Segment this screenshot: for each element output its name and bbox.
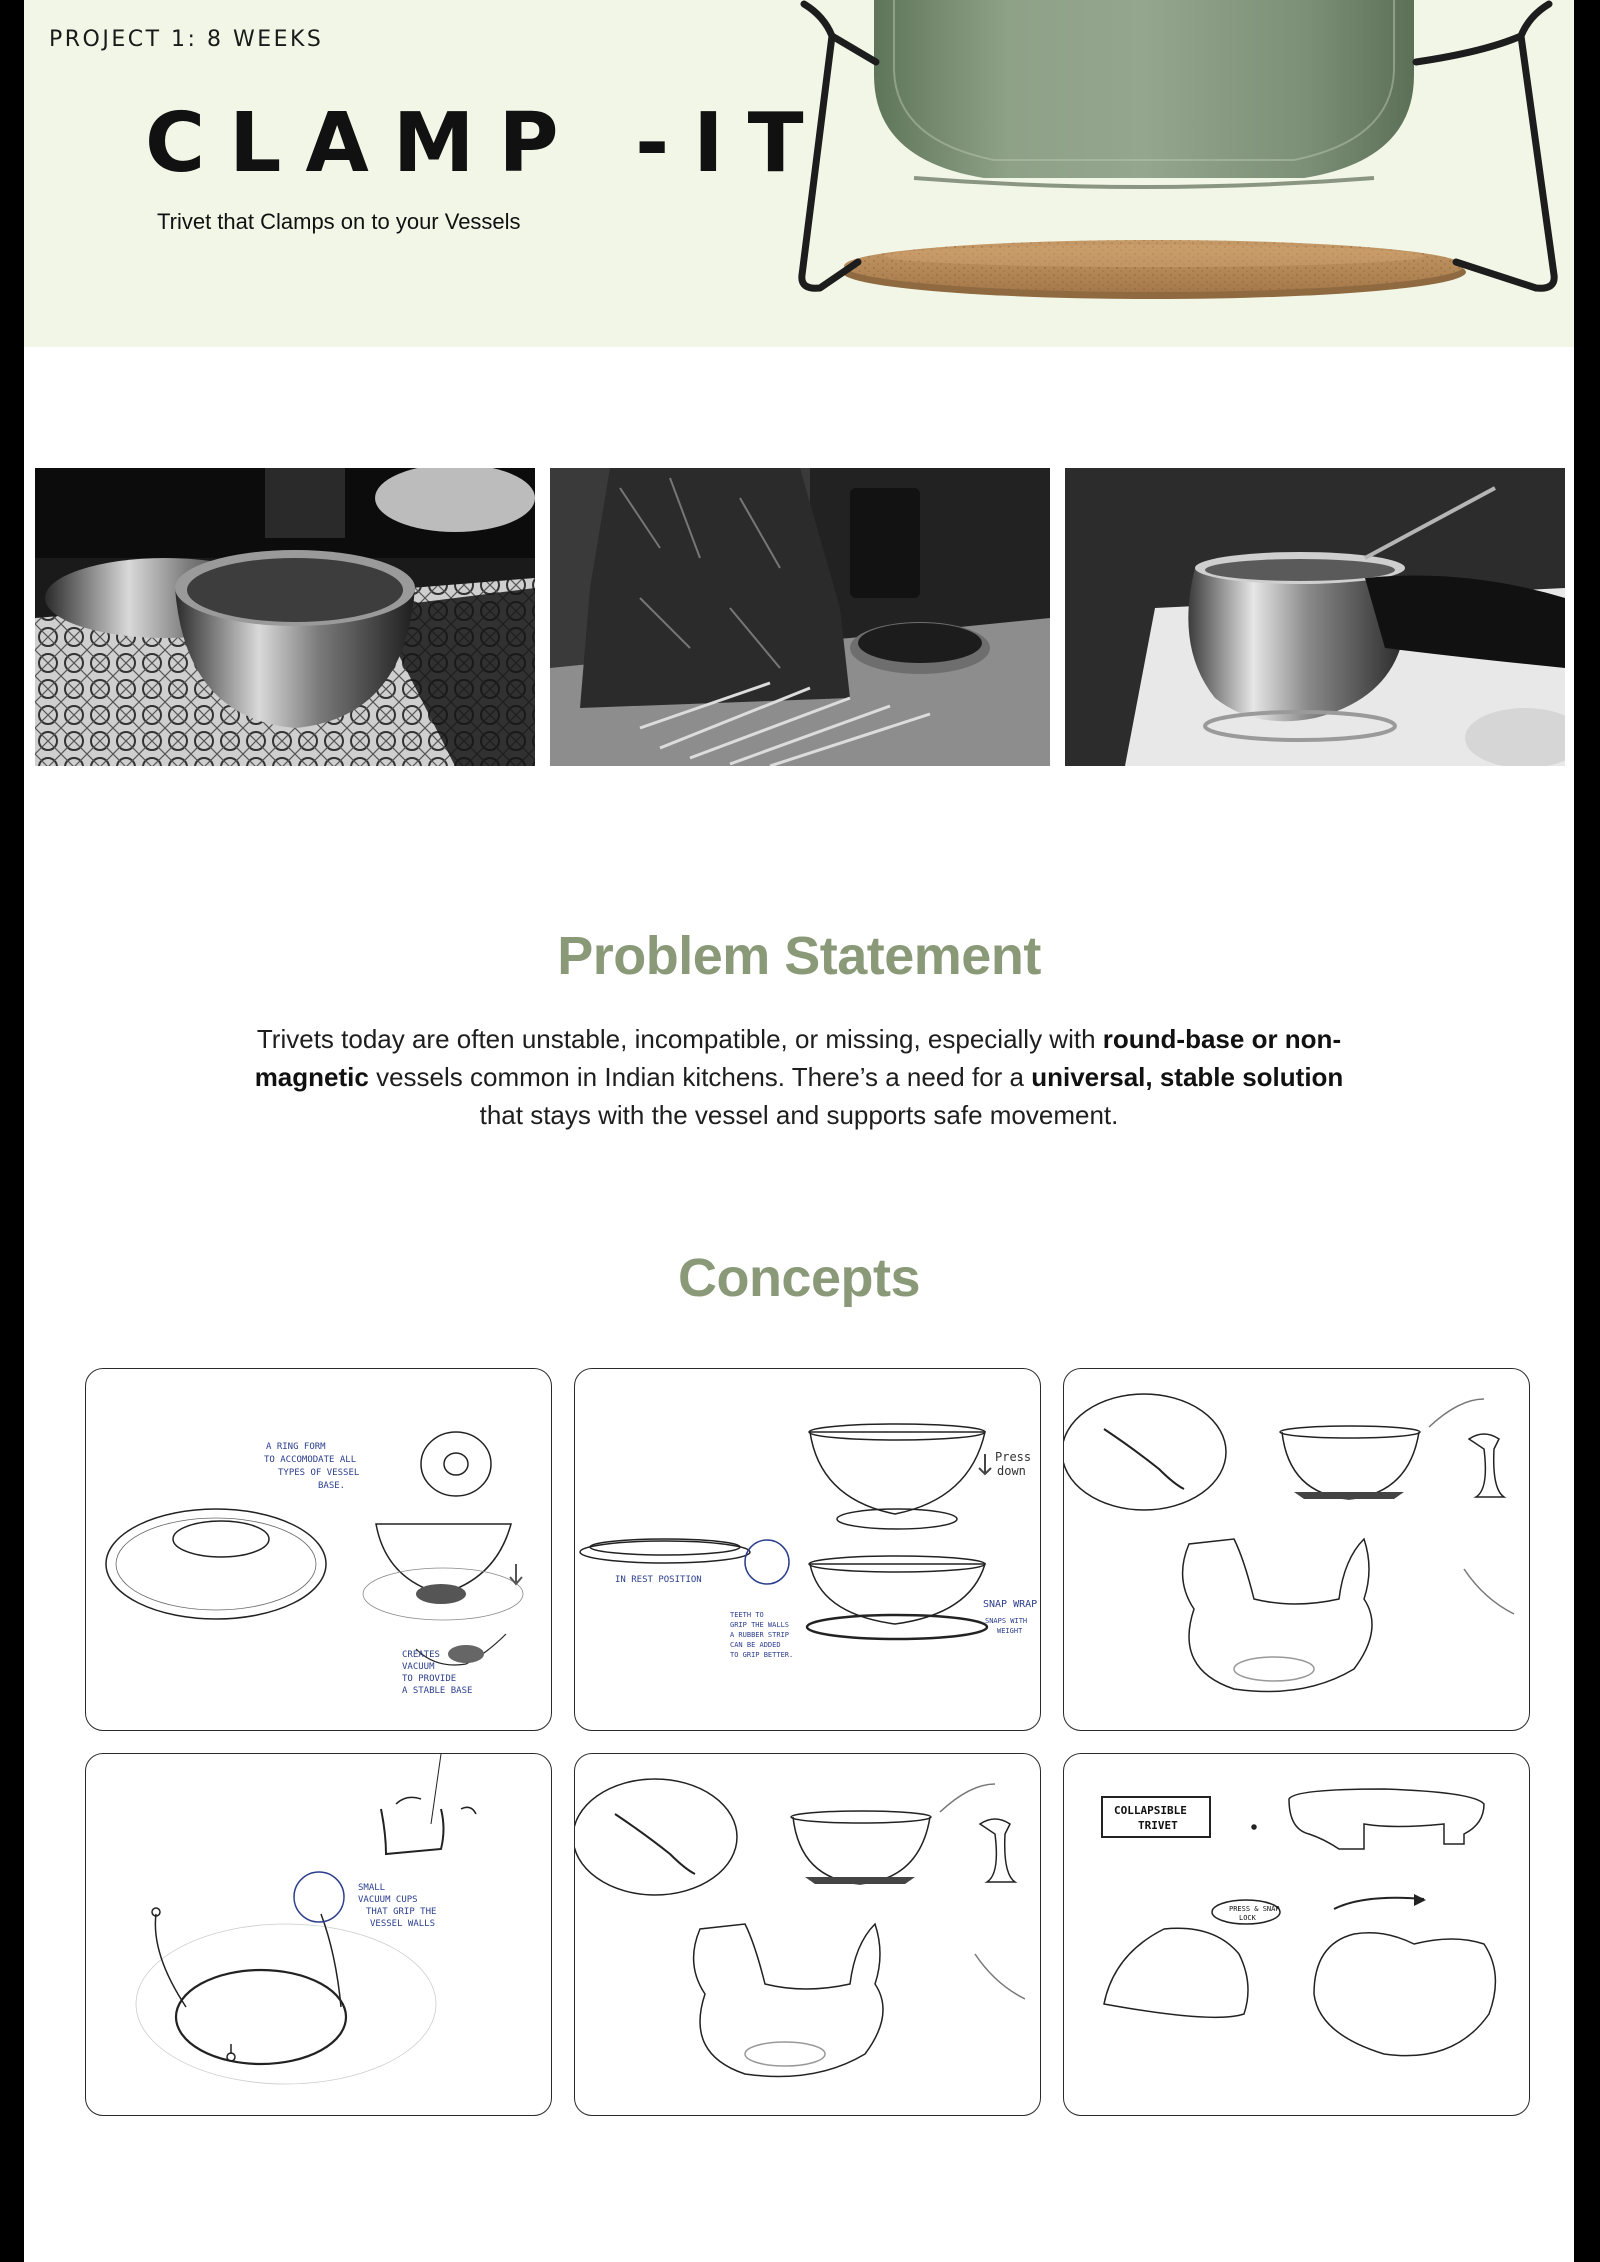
sketch-note: BASE. <box>318 1481 346 1491</box>
statement-emphasis: round-base or non-magnetic <box>254 1024 1342 1092</box>
problem-statement-heading: Problem Statement <box>557 926 1041 986</box>
snap-wrap-sketch <box>575 1369 1041 1731</box>
concept-card-ring-form <box>85 1368 552 1731</box>
sketch-note: VACUUM <box>402 1662 435 1672</box>
concept-card-snap-wrap <box>574 1368 1041 1731</box>
statement-segment: that stays with the vessel and supports safe movement. <box>479 1100 1119 1130</box>
ring-form-sketch <box>86 1369 552 1731</box>
sketch-note: TO PROVIDE <box>402 1674 457 1684</box>
project-duration: PROJECT 1: 8 WEEKS <box>49 27 324 52</box>
sketch-note: SNAPS WITH <box>985 1617 1028 1625</box>
sketch-note: WEIGHT <box>997 1627 1023 1635</box>
product-title: CLAMP -IT <box>145 96 828 191</box>
sketch-note: A STABLE BASE <box>402 1686 473 1696</box>
statement-segment: vessels common in Indian kitchens. There’s a need for a <box>368 1062 1032 1092</box>
sketch-note: CAN BE ADDED <box>730 1641 781 1649</box>
sketch-note: GRIP THE WALLS <box>730 1621 790 1629</box>
statement-segment: Trivets today are often unstable, incompatible, or missing, especially with <box>256 1024 1103 1054</box>
sketch-note: Press <box>995 1450 1032 1464</box>
concept-card-wrap-handle-variant <box>574 1753 1041 2116</box>
sketch-note: TYPES OF VESSEL <box>278 1468 360 1478</box>
kitchen-pots-photo <box>35 468 535 766</box>
sketch-note: LOCK <box>1239 1914 1256 1922</box>
sketch-note: SMALL <box>358 1883 386 1893</box>
hero-banner <box>24 0 1574 347</box>
vacuum-cup-clamp-sketch <box>86 1754 552 2116</box>
portfolio-page <box>24 0 1574 2262</box>
sketch-note: CREATES <box>402 1650 440 1660</box>
problem-statement-text <box>244 1020 1354 1134</box>
sketch-note: COLLAPSIBLE <box>1114 1804 1187 1817</box>
sketch-note: TO GRIP BETTER. <box>730 1651 794 1659</box>
concept-card-vacuum-cup-clamp <box>85 1753 552 2116</box>
concepts-heading: Concepts <box>677 1248 921 1308</box>
sketch-note: TO ACCOMODATE ALL <box>264 1455 357 1465</box>
person-cutting-vegetables-photo <box>550 468 1050 766</box>
concept-card-wrap-handle <box>1063 1368 1530 1731</box>
sketch-note: THAT GRIP THE <box>366 1907 437 1917</box>
sketch-note: A RUBBER STRIP <box>730 1631 790 1639</box>
sketch-note: down <box>997 1464 1026 1478</box>
sketch-note: TRIVET <box>1138 1819 1178 1832</box>
concept-card-collapsible-trivet <box>1063 1753 1530 2116</box>
sketch-note: VESSEL WALLS <box>370 1919 436 1929</box>
sketch-note: PRESS & SNAP <box>1229 1905 1280 1913</box>
sketch-note: VACUUM CUPS <box>358 1895 418 1905</box>
wrap-handle-sketch <box>1064 1369 1530 1731</box>
statement-emphasis: universal, stable solution <box>1031 1062 1344 1092</box>
product-render-image <box>764 0 1574 347</box>
steel-pot-on-trivet-photo <box>1065 468 1565 766</box>
sketch-note: TEETH TO <box>730 1611 764 1619</box>
wrap-handle-variant-sketch <box>575 1754 1041 2116</box>
collapsible-trivet-sketch <box>1064 1754 1530 2116</box>
product-tagline: Trivet that Clamps on to your Vessels <box>157 209 521 234</box>
sketch-note: IN REST POSITION <box>615 1575 702 1585</box>
sketch-note: A RING FORM <box>266 1442 326 1452</box>
sketch-note: SNAP WRAP <box>983 1599 1038 1610</box>
